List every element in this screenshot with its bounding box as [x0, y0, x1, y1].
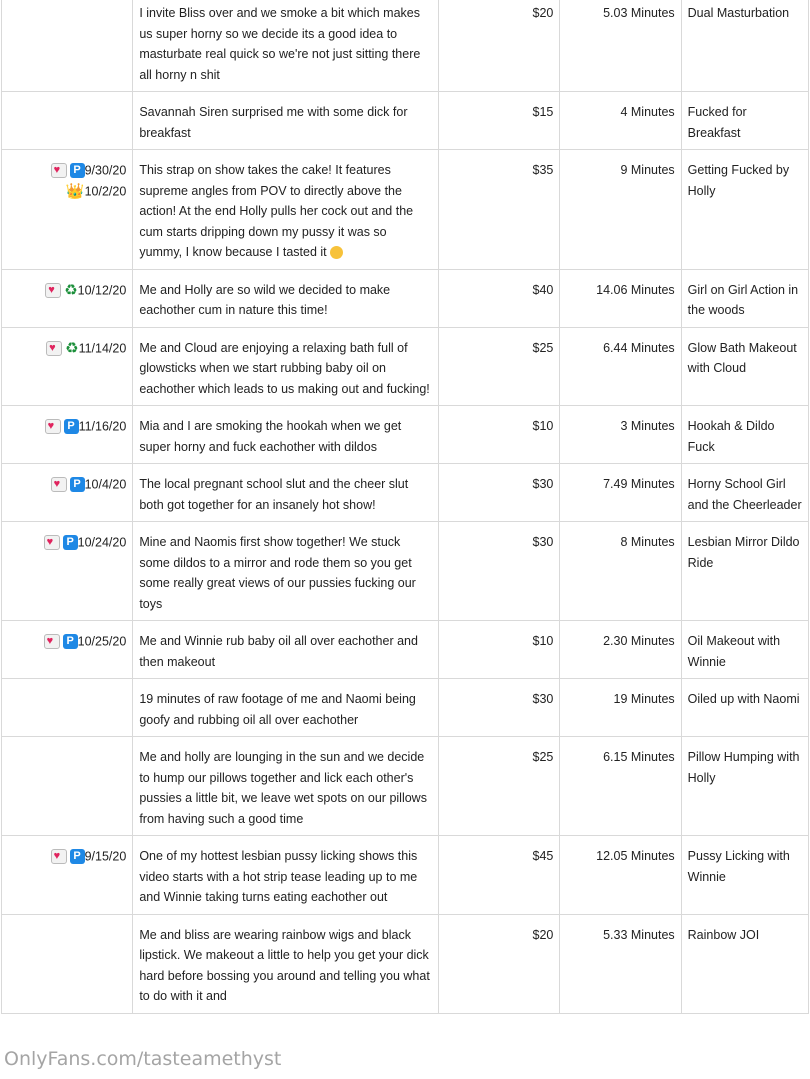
date-badge-cell — [2, 0, 133, 92]
table-row — [2, 406, 809, 464]
price-cell: $30 — [439, 464, 560, 522]
length-cell: 2.30 Minutes — [560, 621, 681, 679]
title-cell: Horny School Girl and the Cheerleader — [681, 464, 808, 522]
recycle-icon: ♻ — [65, 339, 79, 357]
heart-icon — [51, 849, 67, 864]
table-row — [2, 679, 809, 737]
price-cell: $45 — [439, 836, 560, 915]
length-cell: 3 Minutes — [560, 406, 681, 464]
posted-date: 10/2/20 — [84, 184, 127, 199]
description-cell — [133, 522, 439, 621]
description-cell — [133, 406, 439, 464]
price-cell: $20 — [439, 914, 560, 1013]
watermark: OnlyFans.com/tasteamethyst — [4, 1048, 282, 1070]
length-cell: 14.06 Minutes — [560, 269, 681, 327]
posted-date: 10/24/20 — [77, 535, 127, 550]
date-badge-cell — [2, 150, 133, 270]
length-cell: 7.49 Minutes — [560, 464, 681, 522]
price-cell: $25 — [439, 737, 560, 836]
video-description: Me and bliss are wearing rainbow wigs and black lipstick. We makeout a little to help you get your dick hard before bossing you around and telling you what to do with it and — [139, 927, 430, 1003]
table-row — [2, 92, 809, 150]
date-badge-cell — [2, 836, 133, 915]
price-cell: $30 — [439, 522, 560, 621]
heart-icon — [51, 477, 67, 492]
description-cell — [133, 92, 439, 150]
title-cell: Rainbow JOI — [681, 914, 808, 1013]
p-icon: P — [70, 477, 85, 492]
price-cell: $15 — [439, 92, 560, 150]
title-cell: Oil Makeout with Winnie — [681, 621, 808, 679]
heart-icon — [44, 634, 60, 649]
table-row — [2, 914, 809, 1013]
length-cell: 6.15 Minutes — [560, 737, 681, 836]
price-cell: $20 — [439, 0, 560, 92]
posted-date: 10/25/20 — [77, 634, 127, 649]
video-description: Me and Winnie rub baby oil all over eachother and then makeout — [139, 634, 418, 669]
p-icon: P — [63, 535, 78, 550]
date-badge-cell — [2, 327, 133, 406]
table-row — [2, 464, 809, 522]
posted-date: 10/12/20 — [77, 282, 127, 297]
title-cell: Glow Bath Makeout with Cloud — [681, 327, 808, 406]
length-cell: 5.03 Minutes — [560, 0, 681, 92]
table-row — [2, 522, 809, 621]
title-cell: Girl on Girl Action in the woods — [681, 269, 808, 327]
heart-icon — [45, 419, 61, 434]
video-description: Me and Cloud are enjoying a relaxing bath full of glowsticks when we start rubbing baby oil on eachother which leads to us making out and fucking! — [139, 340, 430, 396]
video-description: The local pregnant school slut and the cheer slut both got together for an insanely hot show! — [139, 477, 409, 512]
description-cell — [133, 269, 439, 327]
video-description: This strap on show takes the cake! It features supreme angles from POV to directly above the action! At the end Holly pulls her cock out and the cum starts dripping down my pussy it was so yummy, I know because I tasted it — [139, 163, 414, 259]
date-badge-cell — [2, 464, 133, 522]
date-badge-cell — [2, 914, 133, 1013]
video-description: 19 minutes of raw footage of me and Naomi being goofy and rubbing oil all over eachother — [139, 692, 416, 727]
description-cell — [133, 621, 439, 679]
length-cell: 8 Minutes — [560, 522, 681, 621]
length-cell: 9 Minutes — [560, 150, 681, 270]
description-cell — [133, 679, 439, 737]
title-cell: Dual Masturbation — [681, 0, 808, 92]
p-icon: P — [63, 634, 78, 649]
table-row — [2, 150, 809, 270]
video-description: Mine and Naomis first show together! We stuck some dildos to a mirror and rode them so you get some really great views of our pussies fucking our toys — [139, 535, 416, 611]
heart-icon — [45, 283, 61, 298]
date-badge-cell — [2, 679, 133, 737]
price-cell: $40 — [439, 269, 560, 327]
description-cell — [133, 327, 439, 406]
price-cell: $10 — [439, 621, 560, 679]
price-cell: $30 — [439, 679, 560, 737]
video-description: One of my hottest lesbian pussy licking shows this video starts with a hot strip tease leading up to me and Winnie taking turns eating eachother out — [139, 849, 418, 904]
posted-date: 11/16/20 — [78, 419, 127, 434]
price-cell: $10 — [439, 406, 560, 464]
posted-date: 10/4/20 — [84, 477, 127, 492]
table-row — [2, 327, 809, 406]
video-description: Mia and I are smoking the hookah when we get super horny and fuck eachother with dildos — [139, 419, 402, 454]
title-cell: Pussy Licking with Winnie — [681, 836, 808, 915]
length-cell: 19 Minutes — [560, 679, 681, 737]
heart-icon — [51, 163, 67, 178]
description-cell — [133, 914, 439, 1013]
length-cell: 12.05 Minutes — [560, 836, 681, 915]
description-cell — [133, 0, 439, 92]
table-row — [2, 269, 809, 327]
posted-date: 11/14/20 — [78, 340, 127, 355]
description-cell — [133, 737, 439, 836]
recycle-icon: ♻ — [64, 281, 78, 299]
description-cell — [133, 150, 439, 270]
length-cell: 6.44 Minutes — [560, 327, 681, 406]
date-badge-cell — [2, 92, 133, 150]
p-icon: P — [64, 419, 79, 434]
crown-icon: 👑 — [65, 183, 85, 201]
video-description: Me and Holly are so wild we decided to make eachother cum in nature this time! — [139, 282, 391, 317]
title-cell: Fucked for Breakfast — [681, 92, 808, 150]
table-row — [2, 737, 809, 836]
posted-date: 9/15/20 — [84, 849, 127, 864]
heart-icon — [44, 535, 60, 550]
heart-icon — [46, 341, 62, 356]
title-cell: Oiled up with Naomi — [681, 679, 808, 737]
date-badge-cell — [2, 269, 133, 327]
p-icon: P — [70, 849, 85, 864]
length-cell: 5.33 Minutes — [560, 914, 681, 1013]
posted-date: 9/30/20 — [84, 163, 127, 178]
video-description: I invite Bliss over and we smoke a bit which makes us super horny so we decide its a good idea to masturbate real quick so we're not just sitting there all horny n shit — [139, 6, 421, 82]
video-list-table — [1, 0, 809, 1014]
video-description: Me and holly are lounging in the sun and we decide to hump our pillows together and lick each other's pussies a little bit, we leave wet spots on our pillows from having such a good time — [139, 750, 427, 826]
date-badge-cell — [2, 406, 133, 464]
date-badge-cell — [2, 621, 133, 679]
table-row — [2, 0, 809, 92]
table-row — [2, 836, 809, 915]
video-description: Savannah Siren surprised me with some dick for breakfast — [139, 105, 408, 140]
title-cell: Lesbian Mirror Dildo Ride — [681, 522, 808, 621]
date-badge-cell — [2, 737, 133, 836]
title-cell: Getting Fucked by Holly — [681, 150, 808, 270]
title-cell: Pillow Humping with Holly — [681, 737, 808, 836]
description-cell — [133, 836, 439, 915]
description-cell — [133, 464, 439, 522]
table-row — [2, 621, 809, 679]
price-cell: $25 — [439, 327, 560, 406]
date-badge-cell — [2, 522, 133, 621]
length-cell: 4 Minutes — [560, 92, 681, 150]
title-cell: Hookah & Dildo Fuck — [681, 406, 808, 464]
smile-icon — [330, 246, 343, 259]
price-cell: $35 — [439, 150, 560, 270]
p-icon: P — [70, 163, 85, 178]
